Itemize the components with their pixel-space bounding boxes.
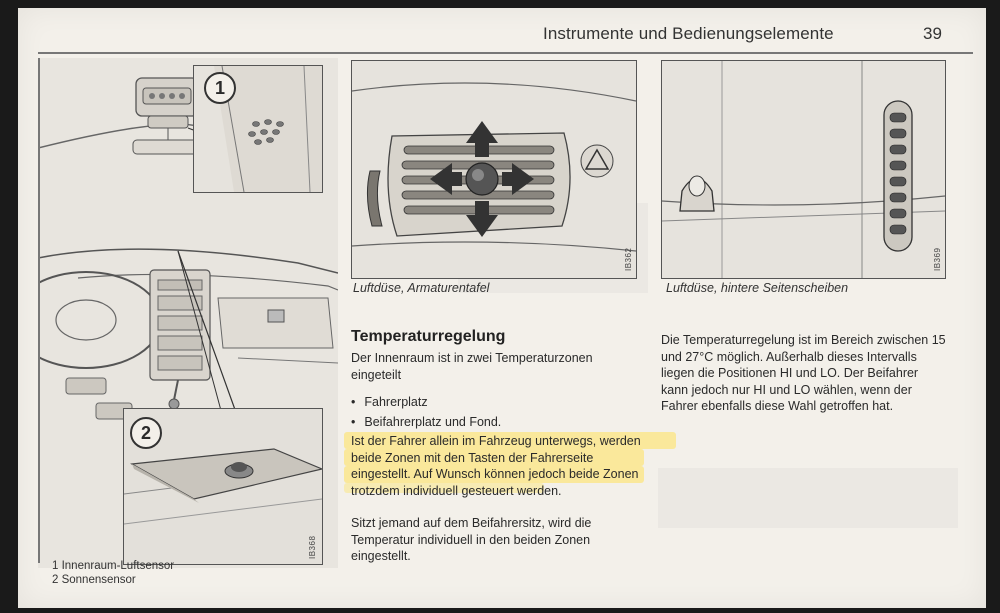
caption-rear-window-vent: Luftdüse, hintere Seitenscheiben xyxy=(666,281,849,295)
inset-sensor-1 xyxy=(193,65,323,193)
legend-item-2: 2 Sonnensensor xyxy=(52,574,136,586)
figure-code-center: IB362 xyxy=(624,247,633,271)
manual-page xyxy=(18,8,986,608)
header-rule xyxy=(38,52,973,54)
dashboard-vent-illustration xyxy=(352,61,636,278)
bleed-through-2 xyxy=(658,468,958,528)
figure-code-right: IB369 xyxy=(933,247,942,271)
intro-paragraph: Der Innenraum ist in zwei Temperaturzonen eingeteilt xyxy=(351,351,593,382)
figure-dashboard-vent xyxy=(351,60,637,279)
section-heading: Temperaturregelung xyxy=(351,328,506,345)
passenger-paragraph: Sitzt jemand auf dem Beifahrersitz, wird die Temperatur individuell in den beiden Zonen eingestellt. xyxy=(351,516,592,563)
temperature-range-paragraph: Die Temperaturregelung ist im Bereich zwischen 15 und 27°C möglich. Außerhalb dieses Intervalls liegen die Positionen HI und LO. Der Beifahrer kann jedoch nur HI und LO wählen, wenn der Fahrer ebenfalls diese Wahl getroffen hat. xyxy=(661,333,946,413)
legend-item-1: 1 Innenraum-Luftsensor xyxy=(52,560,175,572)
zone-list-item: • Fahrerplatz xyxy=(351,392,501,412)
callout-1-circle: 1 xyxy=(204,72,236,104)
caption-dashboard-vent: Luftdüse, Armaturentafel xyxy=(353,281,490,295)
inset-sensor-2 xyxy=(123,408,323,565)
header-title: Instrumente und Bedienungselemente xyxy=(543,24,834,43)
highlighted-paragraph: Ist der Fahrer allein im Fahrzeug unterwegs, werden beide Zonen mit den Tasten der Fahrerseite eingestellt. Auf Wunsch können jedoch beide Zonen trotzdem individuell gesteuert werden. xyxy=(351,434,641,498)
figure-code-left: IB368 xyxy=(308,535,317,559)
page-number: 39 xyxy=(923,24,942,43)
zone-list xyxy=(351,392,501,432)
callout-2-circle: 2 xyxy=(130,417,162,449)
zone-list-item: • Beifahrerplatz und Fond. xyxy=(351,412,501,432)
rear-window-vent-illustration xyxy=(662,61,945,278)
figure-rear-window-vent xyxy=(661,60,946,279)
left-figure-top-rule xyxy=(38,58,40,563)
